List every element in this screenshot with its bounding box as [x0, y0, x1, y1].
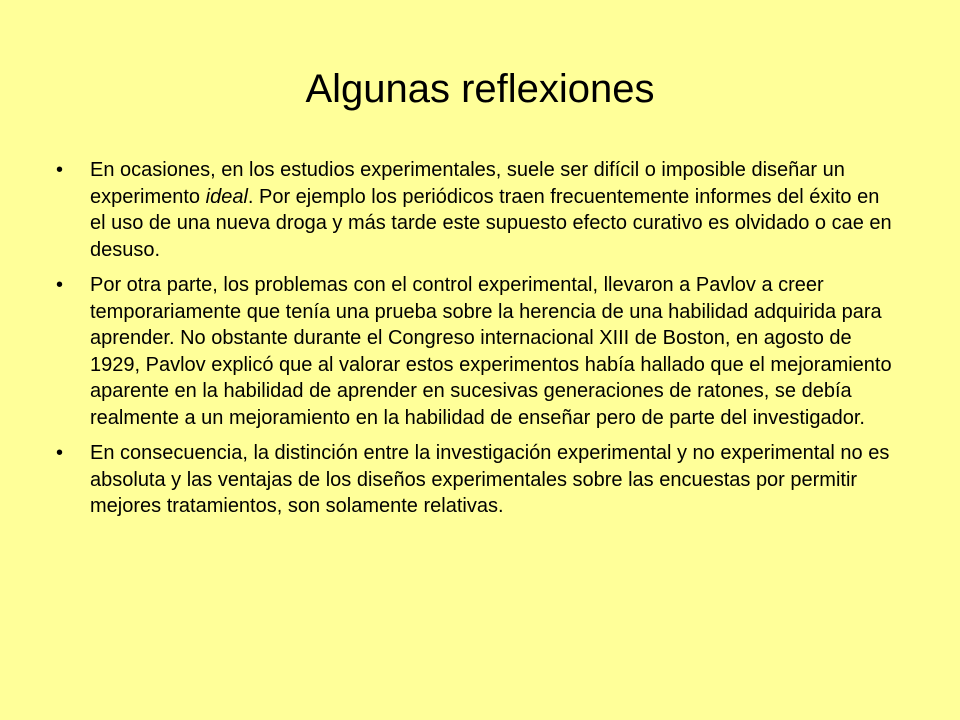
- bullet-text-3: En consecuencia, la distinción entre la investigación experimental y no experimental no es absoluta y las ventajas de los diseños experimentales sobre las encuestas por permitir mejores tratamientos, son solamente relativas.: [90, 442, 890, 517]
- bullet-emphasis-ideal: ideal: [205, 185, 248, 208]
- bullet-text-1b: . Por ejemplo los periódicos traen frecuentemente informes del éxito en el uso de una nueva droga y más tarde este supuesto efecto curativo es olvidado o cae en desuso.: [90, 185, 892, 261]
- bullet-marker: •: [56, 274, 64, 296]
- bullet-item-2: [56, 272, 896, 431]
- bullet-marker: •: [56, 159, 64, 181]
- slide-title: Algunas reflexiones: [305, 67, 655, 111]
- bullet-item-1: [56, 157, 896, 263]
- bullet-marker: •: [56, 442, 64, 464]
- bullet-list: [56, 157, 896, 529]
- bullet-text-2: Por otra parte, los problemas con el control experimental, llevaron a Pavlov a creer temporariamente que tenía una prueba sobre la herencia de una habilidad adquirida para aprender. No obstante durante el Congreso internacional XIII de Boston, en agosto de 1929, Pavlov explicó que al valorar estos experimentos había hallado que el mejoramiento aparente en la habilidad de aprender en sucesivas generaciones de ratones, se debía realmente a un mejoramiento en la habilidad de enseñar pero de parte del investigador.: [90, 274, 892, 429]
- bullet-item-3: [56, 440, 896, 520]
- bullet-text-1a: En ocasiones, en los estudios experimentales, suele ser difícil o imposible diseñar un experimento: [90, 159, 845, 208]
